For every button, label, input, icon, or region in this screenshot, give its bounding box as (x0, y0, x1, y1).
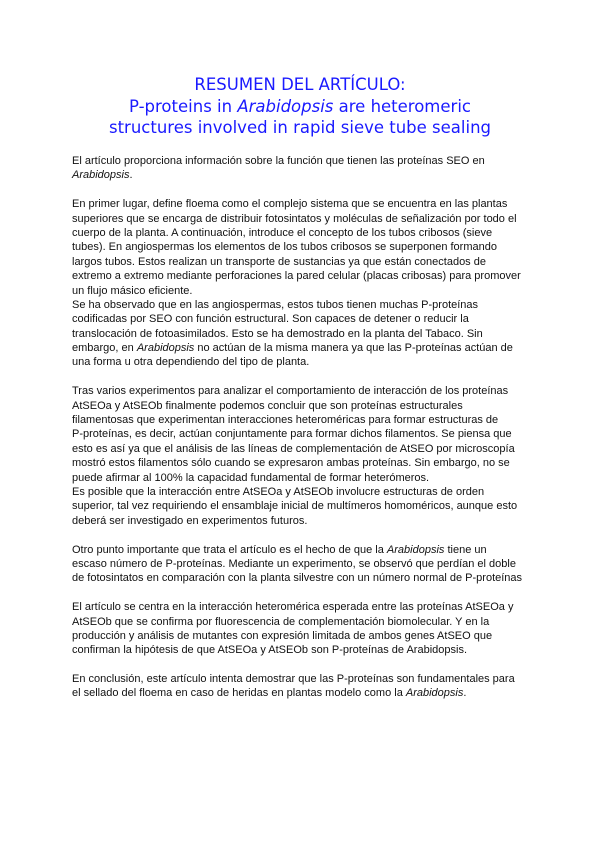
text-segment: superiores que se encarga de distribuir fotosintatos y moléculas de señalización por todo el (72, 212, 517, 225)
text-line (72, 672, 542, 686)
text-line (72, 643, 542, 657)
text-segment: superior, tal vez requiriendo el ensamblaje inicial de multímeros homoméricos, aunque esto (72, 500, 518, 513)
text-line (72, 269, 542, 283)
text-segment: filamentosas que experimentan interacciones heteroméricas para formar estructuras de (72, 414, 499, 427)
italic-text: Arabidopsis (405, 687, 464, 700)
text-segment: largos tubos. Estos realizan un transporte de sustancias ya que están conectados de (72, 255, 486, 268)
text-segment: codificadas por SEO con función estructural. Son capaces de detener o reducir la (72, 313, 469, 326)
blank-line (72, 528, 542, 542)
blank-line (72, 658, 542, 672)
text-segment: esto es así ya que el análisis de las líneas de complementación de AtSEO por microscopía (72, 442, 515, 455)
text-line (72, 557, 542, 571)
title-text: are heteromeric (333, 96, 471, 116)
text-line (72, 629, 542, 643)
text-segment: producción y análisis de mutantes con expresión limitada de ambos genes AtSEO que (72, 629, 493, 642)
text-segment: El artículo proporciona información sobre la función que tienen las proteínas SEO en (72, 155, 485, 167)
text-line (72, 399, 542, 413)
title-line-3: structures involved in rapid sieve tube sealing (108, 118, 492, 137)
title-line-1: RESUMEN DEL ARTÍCULO: (194, 75, 406, 94)
text-line (72, 341, 542, 355)
text-segment: no actúan de la misma manera ya que las P-proteínas actúan de (194, 342, 513, 355)
document-body (72, 154, 542, 701)
text-line (72, 514, 542, 528)
text-segment: Tras varios experimentos para analizar el comportamiento de interacción de los proteínas (72, 385, 509, 398)
text-segment: de fotosintatos en comparación con la planta silvestre con un número normal de P-proteínas (72, 572, 523, 585)
text-segment: translocación de fotoasimilados. Esto se ha demostrado en la planta del Tabaco. Sin (72, 327, 483, 340)
blank-line (72, 586, 542, 600)
text-segment: Otro punto importante que trata el artículo es el hecho de que la (72, 543, 387, 556)
text-line (72, 255, 542, 269)
text-segment: tiene un (444, 543, 487, 556)
text-line (72, 485, 542, 499)
text-line (72, 615, 542, 629)
text-segment: embargo, en (72, 342, 137, 355)
text-segment: extremo a extremo mediante perforaciones la pared celular (placas cribosas) para promover (72, 270, 521, 283)
italic-text: Arabidopsis (386, 543, 445, 556)
text-segment: el sellado del floema en caso de heridas en plantas modelo como la (72, 687, 406, 700)
text-segment: puede afirmar al 100% la capacidad fundamental de formar heterómeros. (72, 471, 430, 484)
text-segment: Es posible que la interacción entre AtSEOa y AtSEOb involucre estructuras de orden (72, 485, 485, 498)
text-line (72, 355, 542, 369)
text-line (72, 154, 542, 168)
text-segment: un flujo másico eficiente. (72, 284, 193, 297)
text-segment: confirman la hipótesis de que AtSEOa y AtSEOb son P-proteínas de Arabidopsis. (72, 644, 468, 657)
text-line (72, 686, 542, 700)
text-line (72, 427, 542, 441)
text-segment: una forma u otra dependiendo del tipo de planta. (72, 356, 310, 369)
text-segment: tubes). En angiospermas los elementos de los tubos cribosos se superponen formando (72, 241, 497, 254)
text-line (72, 571, 542, 585)
text-segment: cuerpo de la planta. A continuación, introduce el concepto de los tubos cribosos (sieve (72, 226, 493, 239)
text-segment: En primer lugar, define floema como el complejo sistema que se encuentra en las plantas (72, 198, 508, 211)
text-line (72, 600, 542, 614)
italic-text: Arabidopsis (72, 169, 130, 182)
text-line (72, 197, 542, 211)
document-title (0, 74, 600, 139)
text-line (72, 499, 542, 513)
italic-text: Arabidopsis (136, 342, 195, 355)
text-segment: . (463, 687, 467, 700)
text-line (72, 312, 542, 326)
text-line (72, 384, 542, 398)
title-italic-text: Arabidopsis (237, 96, 334, 116)
text-segment: mostró estos filamentos sólo cuando se expresaron ambas proteínas. Sin embargo, no se (72, 457, 510, 470)
text-line (72, 212, 542, 226)
text-segment: escaso número de P-proteínas. Mediante un experimento, se observó que perdían el doble (72, 557, 516, 570)
blank-line (72, 183, 542, 197)
text-line (72, 168, 542, 182)
text-segment: AtSEOb que se confirma por fluorescencia de complementación biomolecular. Y en la (72, 615, 490, 628)
text-line (72, 471, 542, 485)
text-segment: . (129, 169, 133, 182)
text-line (72, 240, 542, 254)
text-line (72, 456, 542, 470)
text-line (72, 543, 542, 557)
title-line-2 (0, 96, 600, 118)
text-segment: P-proteínas, es decir, actúan conjuntamente para formar dichos filamentos. Se piensa que (72, 428, 512, 441)
text-line (72, 284, 542, 298)
text-segment: Se ha observado que en las angiospermas, estos tubos tienen muchas P-proteínas (72, 298, 479, 311)
text-line (72, 442, 542, 456)
text-line (72, 298, 542, 312)
text-line (72, 226, 542, 240)
text-line (72, 327, 542, 341)
title-text: P-proteins in (129, 96, 238, 116)
text-segment: deberá ser investigado en experimentos futuros. (72, 514, 308, 527)
blank-line (72, 370, 542, 384)
text-segment: En conclusión, este artículo intenta demostrar que las P-proteínas son fundamentales para (72, 673, 515, 686)
text-line (72, 413, 542, 427)
text-segment: El artículo se centra en la interacción heteromérica esperada entre las proteínas AtSEOa y (72, 601, 514, 614)
text-segment: AtSEOa y AtSEOb finalmente podemos concluir que son proteínas estructurales (72, 399, 463, 412)
